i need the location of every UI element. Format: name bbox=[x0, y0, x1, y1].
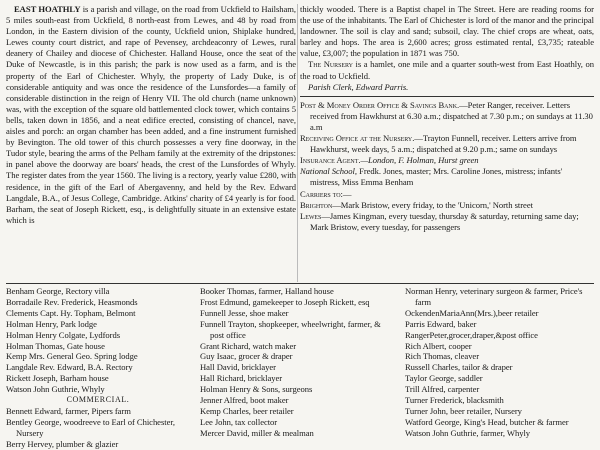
list-item: Holman Henry & Sons, surgeons bbox=[200, 384, 313, 395]
list-item: Kemp Mrs. General Geo. Spring lodge bbox=[6, 351, 138, 362]
post-office-label: Post & Money Order Office & Savings Bank. bbox=[300, 99, 460, 110]
list-item: Watson John Guthrie, farmer, Whyly bbox=[405, 427, 531, 438]
insurance-label: Insurance Agent. bbox=[300, 155, 361, 166]
parish-title: EAST HOATHLY bbox=[14, 4, 81, 14]
list-item: Taylor George, saddler bbox=[405, 373, 483, 384]
list-item: Watford George, King's Head, butcher & farmer bbox=[405, 416, 569, 427]
national-school-label: National School, bbox=[300, 166, 357, 177]
commercial-heading: COMMERCIAL. bbox=[66, 395, 130, 405]
list-item: Guy Isaac, grocer & draper bbox=[200, 351, 293, 362]
parish-continuation: thickly wooded. There is a Baptist chapel in The Street. Here are reading rooms for the use of the inhabitants. The Earl of Chichester is lord of the manor and the principal landowner. The soil is clay and sand; subsoil, clay. The chief crops are wheat, oats, barley and hops. The area is 2,600 acres; gross estimated rental, £3,735; rateable value, £3,007; the population in 1871 was 750. bbox=[300, 4, 594, 59]
list-item: Norman Henry, veterinary surgeon & farmer, Price's farm bbox=[405, 286, 583, 307]
list-item: Funnell Jesse, shoe maker bbox=[200, 307, 289, 318]
residents-list-column-2 bbox=[200, 286, 396, 439]
insurance-text: —London, F. Holman, Hurst green bbox=[360, 155, 479, 166]
list-item: Holman Henry, Park lodge bbox=[6, 318, 97, 329]
lewes-text: —James Kingman, every tuesday, thursday & saturday, returning same day; Mark Bristow, every tuesday, for passengers bbox=[310, 210, 579, 232]
brighton-label: Brighton bbox=[300, 199, 333, 210]
list-item: Grant Richard, watch maker bbox=[200, 340, 297, 351]
list-item: Hall Richard, bricklayer bbox=[200, 373, 283, 384]
list-item: Clements Capt. Hy. Topham, Belmont bbox=[6, 307, 136, 318]
list-item: Kemp Charles, beer retailer bbox=[200, 405, 294, 416]
list-item: Langdale Rev. Edward, B.A. Rectory bbox=[6, 362, 133, 373]
list-item: Parris Edward, baker bbox=[405, 318, 477, 329]
list-item: Trill Alfred, carpenter bbox=[405, 384, 480, 395]
list-item: Rich Albert, cooper bbox=[405, 340, 472, 351]
list-item: Rich Thomas, cleaver bbox=[405, 351, 480, 362]
residents-list-column-1 bbox=[6, 286, 190, 450]
list-item: RangerPeter,grocer,draper,&post office bbox=[405, 329, 538, 340]
lewes-label: Lewes bbox=[300, 210, 322, 221]
receiving-office-label: Receiving Office at the Nursery. bbox=[300, 133, 415, 144]
list-item: Hall David, bricklayer bbox=[200, 362, 276, 373]
nursery-text: is a hamlet, one mile and a quarter south-west from East Hoathly, on the road to Uckfield. bbox=[300, 59, 594, 81]
carriers-label: Carriers to:— bbox=[300, 188, 352, 199]
list-item: Holman Henry Colgate, Lydfords bbox=[6, 329, 121, 340]
list-item: Jenner Alfred, boot maker bbox=[200, 395, 289, 406]
list-item: Russell Charles, tailor & draper bbox=[405, 362, 513, 373]
list-item: Turner Frederick, blacksmith bbox=[405, 395, 504, 406]
list-item: Borradaile Rev. Frederick, Heasmonds bbox=[6, 296, 138, 307]
section-divider bbox=[6, 283, 594, 284]
parish-text: is a parish and village, on the road from Uckfield to Hailsham, 5 miles south-east from Uckfield, 8 north-east from Lewes, and 48 by road from London, in the Eastern division of the county, Uckfield union, Shiplake hundred, Lewes county court district, and rape of Pevensey, archdeaconry of Lewes, rural deanery of Chailey and diocese of Chichester. Halland House, once the seat of the Duke of Newcastle, is in this parish; the park is now used as a farm, and is the property of the Earl of Chichester. Whyly, the property of Lady Duke, is of considerable antiquity and was once the residence of the Lunsfordes—a family of considerable distinction in the reign of Henry VII. The old church (name unknown) was, with the exception of the square old battlemented clock tower, which contains 5 bells, taken down in 1856, and a neat edifice erected, consisting of chancel, nave, aisles and porch: an organ chamber has been added, and a fine instrument furnished by Bevington. The old tower of this church possesses a very fine doorway, in the Tudor style, bearing the arms of the Pelham family at the extremity of the dripstones: in panel above the doorway are boars' heads, the crest of the Lunsfordes of Whyly. The register dates from the year 1560. The living is a rectory, yearly value £280, with residence, in the gift of the Earl of Abergavenny, and held by the Rev. Edward Langdale, B.A., of Jesus College, Cambridge. Atkins' charity of £4 yearly is for food. Barham, the seat of Joseph Rickett, esq., is delightfully situate in an extensive estate which is bbox=[6, 4, 296, 225]
list-item: Turner John, beer retailer, Nursery bbox=[405, 405, 522, 416]
parish-details bbox=[300, 4, 594, 233]
list-item: Funnell Trayton, shopkeeper, wheelwright, farmer, & post office bbox=[200, 318, 381, 340]
list-item: Berry Hervey, plumber & glazier bbox=[6, 438, 119, 449]
post-office-text: —Peter Ranger, receiver. Letters received from Hawkhurst at 6.30 a.m.; dispatched at 7.30 p.m.; on sundays at 11.30 a.m bbox=[310, 99, 593, 132]
list-item: Watson John Guthrie, Whyly bbox=[6, 384, 105, 395]
list-item: Holman Thomas, Gate house bbox=[6, 340, 105, 351]
nursery-label: The Nursery bbox=[308, 59, 353, 70]
list-item: Rickett Joseph, Barham house bbox=[6, 373, 109, 384]
list-item: Bennett Edward, farmer, Pipers farm bbox=[6, 405, 131, 416]
list-item: Booker Thomas, farmer, Halland house bbox=[200, 286, 334, 296]
residents-list-column-3 bbox=[405, 286, 594, 439]
column-divider bbox=[297, 4, 298, 282]
list-item: Benham George, Rectory villa bbox=[6, 286, 110, 296]
list-item: Lee John, tax collector bbox=[200, 416, 278, 427]
list-item: Mercer David, miller & mealman bbox=[200, 427, 314, 438]
parish-description bbox=[6, 4, 296, 226]
list-item: OckendenMariaAnn(Mrs.),beer retailer bbox=[405, 307, 539, 318]
brighton-text: —Mark Bristow, every friday, to the 'Unicorn,' North street bbox=[332, 199, 533, 210]
list-item: Frost Edmund, gamekeeper to Joseph Rickett, esq bbox=[200, 296, 370, 307]
parish-clerk: Parish Clerk, Edward Parris. bbox=[300, 82, 594, 97]
list-item: Bentley George, woodreeve to Earl of Chichester, Nursery bbox=[6, 416, 175, 438]
national-school-text: Fredk. Jones, master; Mrs. Caroline Jones, mistress; infants' mistress, Miss Emma Benham bbox=[310, 166, 563, 188]
receiving-office-text: —Trayton Funnell, receiver. Letters arrive from Hawkhurst, week days, 5 a.m.; dispatched at 9.20 p.m.; same on sundays bbox=[310, 133, 577, 155]
